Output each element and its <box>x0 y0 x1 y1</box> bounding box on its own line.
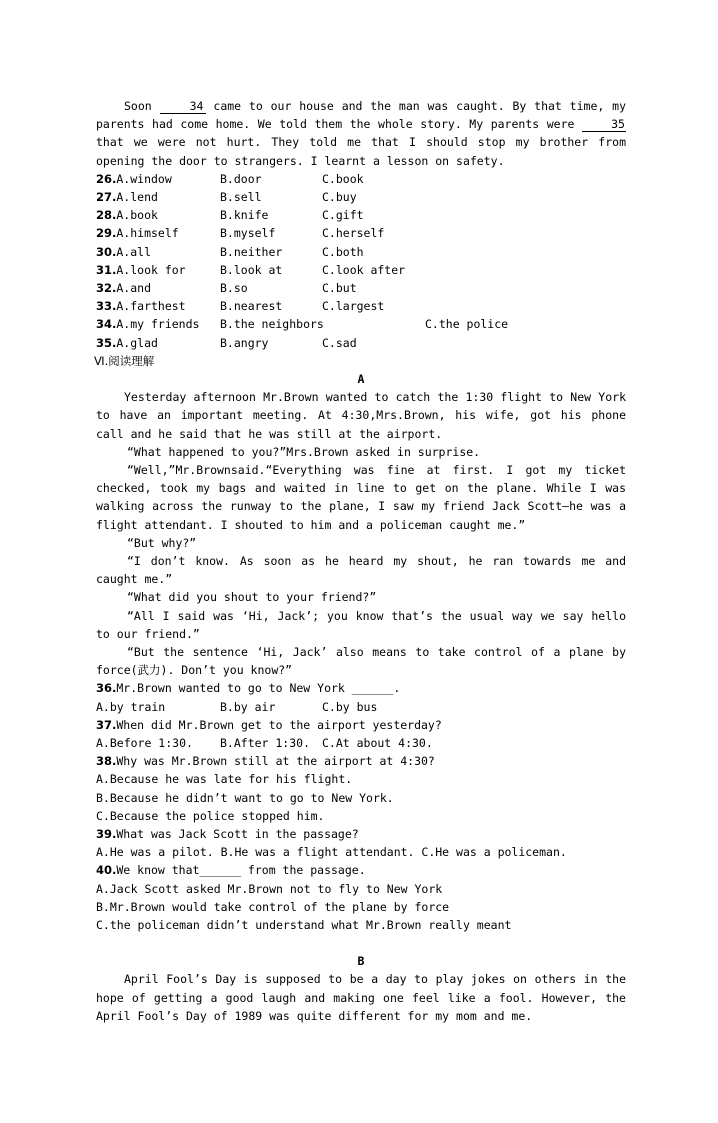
choice-40-a: A.Jack Scott asked Mr.Brown not to fly to New York <box>96 881 443 896</box>
question-39: 39.What was Jack Scott in the passage? A.He was a pilot. B.He was a flight attendant. C.He was a policeman. <box>96 825 626 861</box>
passage-a-heading: A <box>357 371 365 386</box>
question-36: 36.Mr.Brown wanted to go to New York ______. A.by train B.by air C.by bus <box>96 679 626 715</box>
passage-a-paragraph: “What happened to you?”Mrs.Brown asked in surprise. <box>127 444 481 459</box>
passage-a-paragraph: “All I said was ‘Hi, Jack’; you know that’s the usual way we say hello to our friend.” <box>96 608 626 641</box>
option-row-26: 26.A.window B.door C.book <box>96 171 364 186</box>
option-row-28: 28.A.book B.knife C.gift <box>96 208 364 223</box>
option-row-34: 34.A.my friends B.the neighbors C.the police <box>96 317 509 332</box>
choice-37-a: A.Before 1:30. <box>96 735 193 750</box>
choice-37-c: C.At about 4:30. <box>322 735 433 750</box>
option-row-29: 29.A.himself B.myself C.herself <box>96 226 385 241</box>
question-40: 40.We know that______ from the passage. A.Jack Scott asked Mr.Brown not to fly to New York B.Mr.Brown would take control of the plane by force C.the policeman didn’t understand what Mr.Brown really meant <box>96 861 626 934</box>
choice-36-c: C.by bus <box>322 699 378 714</box>
choice-40-b: B.Mr.Brown would take control of the plane by force <box>96 899 450 914</box>
passage-a-paragraph: “But why?” <box>127 535 197 550</box>
intro-paragraph: Soon 34 came to our house and the man was caught. By that time, my parents had come home. We told them the whole story. My parents were 35 that we were not hurt. They told me that I should stop my brother from opening the door to strangers. I learnt a lesson on safety. <box>96 99 626 168</box>
worksheet-page <box>96 97 626 1025</box>
option-row-30: 30.A.all B.neither C.both <box>96 244 364 259</box>
passage-b-paragraph: April Fool’s Day is supposed to be a day to play jokes on others in the hope of getting a good laugh and making one feel like a fool. However, the April Fool’s Day of 1989 was quite different for my mom and me. <box>96 972 626 1023</box>
choice-36-b: B.by air <box>220 699 276 714</box>
passage-a-paragraph: “But the sentence ‘Hi, Jack’ also means to take control of a plane by force(武力). Don’t you know?” <box>96 644 626 678</box>
choice-40-c: C.the policeman didn’t understand what Mr.Brown really meant <box>96 917 512 932</box>
question-37: 37.When did Mr.Brown get to the airport yesterday? A.Before 1:30. B.After 1:30. C.At about 4:30. <box>96 716 626 752</box>
choices-39: A.He was a pilot. B.He was a flight attendant. C.He was a policeman. <box>96 845 567 860</box>
passage-a-paragraph: “I don’t know. As soon as he heard my shout, he ran towards me and caught me.” <box>96 553 626 587</box>
choice-38-a: A.Because he was late for his flight. <box>96 772 353 787</box>
choice-36-a: A.by train <box>96 699 166 714</box>
blank-35: 35 <box>582 118 626 132</box>
section-title: Ⅵ.阅读理解 <box>94 353 155 368</box>
blank-34: 34 <box>160 100 206 114</box>
option-row-33: 33.A.farthest B.nearest C.largest <box>96 299 385 314</box>
option-row-31: 31.A.look for B.look at C.look after <box>96 262 406 277</box>
option-row-27: 27.A.lend B.sell C.buy <box>96 190 357 204</box>
question-38: 38.Why was Mr.Brown still at the airport at 4:30? A.Because he was late for his flight. B.Because he didn’t want to go to New York. C.Because the police stopped him. <box>96 752 626 825</box>
passage-a-paragraph: “What did you shout to your friend?” <box>127 590 377 605</box>
choice-37-b: B.After 1:30. <box>220 735 311 750</box>
passage-a-paragraph: Yesterday afternoon Mr.Brown wanted to catch the 1:30 flight to New York to have an important meeting. At 4:30,Mrs.Brown, his wife, got his phone call and he said that he was still at the airport. <box>96 390 626 441</box>
passage-a <box>96 388 626 679</box>
cloze-options <box>96 170 626 352</box>
passage-a-paragraph: “Well,”Mr.Brownsaid.“Everything was fine at first. I got my ticket checked, took my bags and waited in line to get on the plane. While I was walking across the runway to the plane, I saw my friend Jack Scott—he was a flight attendant. I shouted to him and a policeman caught me.” <box>96 462 626 532</box>
spacer <box>96 934 626 952</box>
passage-b-heading: B <box>357 954 365 969</box>
option-row-35: 35.A.glad B.angry C.sad <box>96 335 357 350</box>
choice-38-c: C.Because the police stopped him. <box>96 808 325 823</box>
option-row-32: 32.A.and B.so C.but <box>96 280 357 295</box>
choice-38-b: B.Because he didn’t want to go to New York. <box>96 790 394 805</box>
